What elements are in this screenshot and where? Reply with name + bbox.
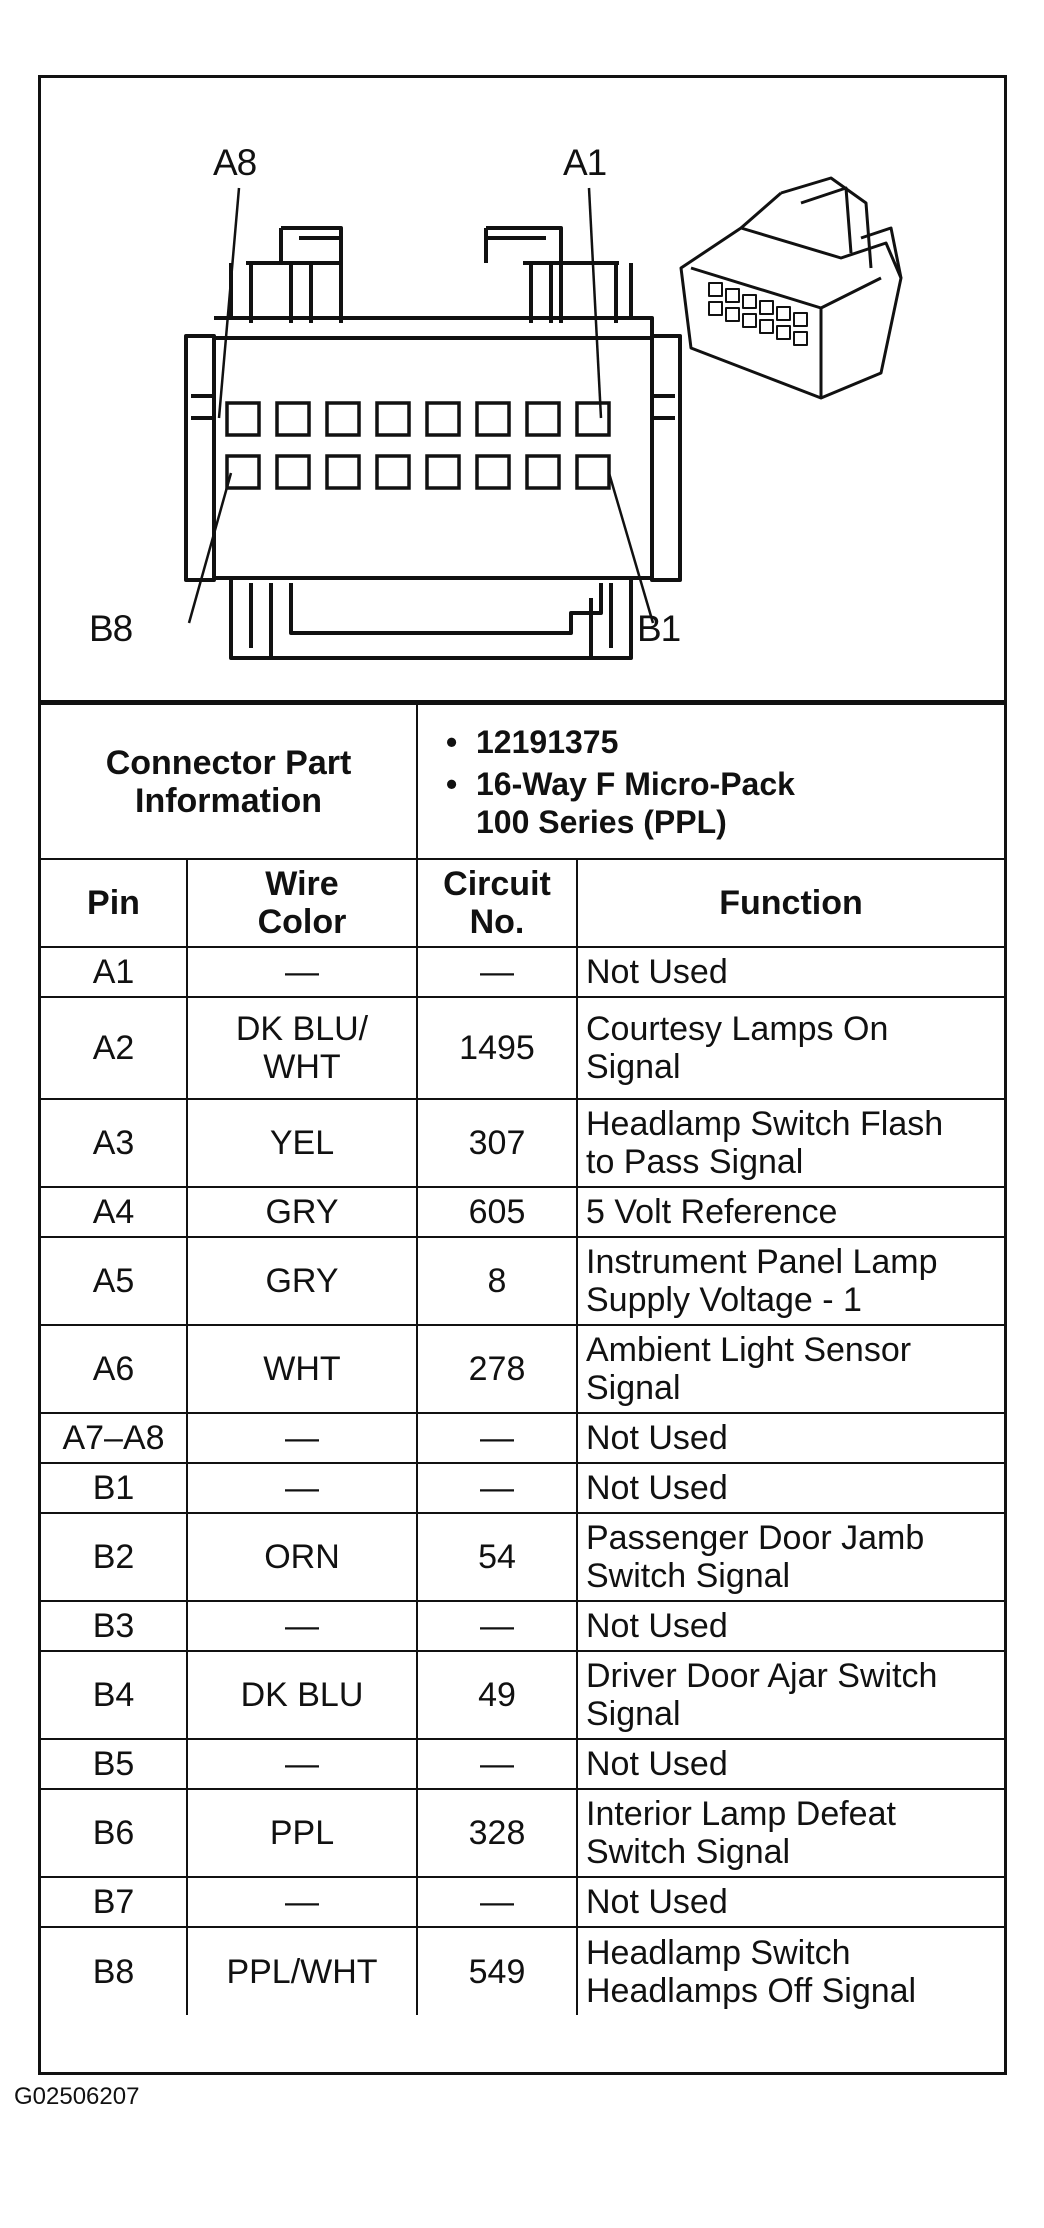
pin-cell: B6 <box>41 1789 187 1877</box>
function-cell: Not Used <box>577 1463 1004 1513</box>
circuit-cell: 8 <box>417 1237 577 1325</box>
table-row <box>41 997 1004 1099</box>
pin-cell: B5 <box>41 1739 187 1789</box>
circuit-cell: — <box>417 1413 577 1463</box>
function-cell: Not Used <box>577 1601 1004 1651</box>
wire-color-cell: PPL/WHT <box>187 1927 417 2015</box>
table-row <box>41 1739 1004 1789</box>
function-cell: Not Used <box>577 1877 1004 1927</box>
pinout-table <box>41 703 1004 2015</box>
function-cell: 5 Volt Reference <box>577 1187 1004 1237</box>
pin-cell: A1 <box>41 947 187 997</box>
pin-label-b8: B8 <box>89 608 133 649</box>
circuit-cell: 605 <box>417 1187 577 1237</box>
table-row <box>41 1927 1004 2015</box>
pin-cell: B2 <box>41 1513 187 1601</box>
circuit-cell: 49 <box>417 1651 577 1739</box>
pin-label-a8: A8 <box>213 142 257 183</box>
pin-cell: B7 <box>41 1877 187 1927</box>
pin-cavities <box>227 403 609 488</box>
circuit-cell: 549 <box>417 1927 577 2015</box>
table-row <box>41 1413 1004 1463</box>
circuit-cell: 54 <box>417 1513 577 1601</box>
wire-color-cell: — <box>187 947 417 997</box>
table-row <box>41 1601 1004 1651</box>
function-cell: Passenger Door Jamb Switch Signal <box>577 1513 1004 1601</box>
function-cell: Not Used <box>577 1739 1004 1789</box>
pin-cell: A3 <box>41 1099 187 1187</box>
table-header-row <box>41 859 1004 947</box>
pin-cell: A5 <box>41 1237 187 1325</box>
circuit-cell: — <box>417 1877 577 1927</box>
wire-color-cell: GRY <box>187 1237 417 1325</box>
circuit-cell: 278 <box>417 1325 577 1413</box>
figure-id: G02506207 <box>14 2083 140 2110</box>
wire-color-cell: — <box>187 1601 417 1651</box>
pin-label-b1: B1 <box>637 608 681 649</box>
circuit-cell: 307 <box>417 1099 577 1187</box>
connector-drawing <box>41 78 1004 703</box>
pin-cell: A6 <box>41 1325 187 1413</box>
wire-color-cell: — <box>187 1877 417 1927</box>
circuit-cell: — <box>417 947 577 997</box>
part-info-row <box>41 704 1004 859</box>
connector-description: • 16-Way F Micro-Pack 100 Series (PPL) <box>446 765 996 841</box>
part-info-values <box>417 704 1004 859</box>
pin-cell: A7–A8 <box>41 1413 187 1463</box>
connector-face-illustration <box>41 78 1004 700</box>
table-row <box>41 1463 1004 1513</box>
pin-cell: B4 <box>41 1651 187 1739</box>
pin-cell: B3 <box>41 1601 187 1651</box>
function-cell: Headlamp Switch Flash to Pass Signal <box>577 1099 1004 1187</box>
table-row <box>41 1237 1004 1325</box>
table-row <box>41 1187 1004 1237</box>
function-cell: Ambient Light Sensor Signal <box>577 1325 1004 1413</box>
wire-color-cell: DK BLU/ WHT <box>187 997 417 1099</box>
wire-color-header: Wire Color <box>187 859 417 947</box>
table-row <box>41 1789 1004 1877</box>
table-row <box>41 1325 1004 1413</box>
wire-color-cell: DK BLU <box>187 1651 417 1739</box>
circuit-cell: — <box>417 1739 577 1789</box>
wire-color-cell: PPL <box>187 1789 417 1877</box>
wire-color-cell: YEL <box>187 1099 417 1187</box>
wire-color-cell: GRY <box>187 1187 417 1237</box>
pin-cell: A4 <box>41 1187 187 1237</box>
function-cell: Courtesy Lamps On Signal <box>577 997 1004 1099</box>
function-cell: Interior Lamp Defeat Switch Signal <box>577 1789 1004 1877</box>
function-header: Function <box>577 859 1004 947</box>
connector-frame <box>38 75 1007 2075</box>
table-row <box>41 1651 1004 1739</box>
connector-perspective-icon <box>681 178 901 398</box>
pin-header: Pin <box>41 859 187 947</box>
table-row <box>41 947 1004 997</box>
wire-color-cell: — <box>187 1413 417 1463</box>
function-cell: Headlamp Switch Headlamps Off Signal <box>577 1927 1004 2015</box>
function-cell: Driver Door Ajar Switch Signal <box>577 1651 1004 1739</box>
circuit-cell: — <box>417 1601 577 1651</box>
wire-color-cell: WHT <box>187 1325 417 1413</box>
table-row <box>41 1877 1004 1927</box>
pin-label-a1: A1 <box>563 142 607 183</box>
circuit-cell: 328 <box>417 1789 577 1877</box>
pin-cell: A2 <box>41 997 187 1099</box>
wire-color-cell: ORN <box>187 1513 417 1601</box>
wire-color-cell: — <box>187 1463 417 1513</box>
function-cell: Not Used <box>577 947 1004 997</box>
part-number: • 12191375 <box>446 723 996 761</box>
pin-cell: B8 <box>41 1927 187 2015</box>
function-cell: Instrument Panel Lamp Supply Voltage - 1 <box>577 1237 1004 1325</box>
table-row <box>41 1099 1004 1187</box>
wire-color-cell: — <box>187 1739 417 1789</box>
circuit-cell: — <box>417 1463 577 1513</box>
pin-cell: B1 <box>41 1463 187 1513</box>
function-cell: Not Used <box>577 1413 1004 1463</box>
table-row <box>41 1513 1004 1601</box>
circuit-no-header: Circuit No. <box>417 859 577 947</box>
circuit-cell: 1495 <box>417 997 577 1099</box>
part-info-label: Connector Part Information <box>41 704 417 859</box>
